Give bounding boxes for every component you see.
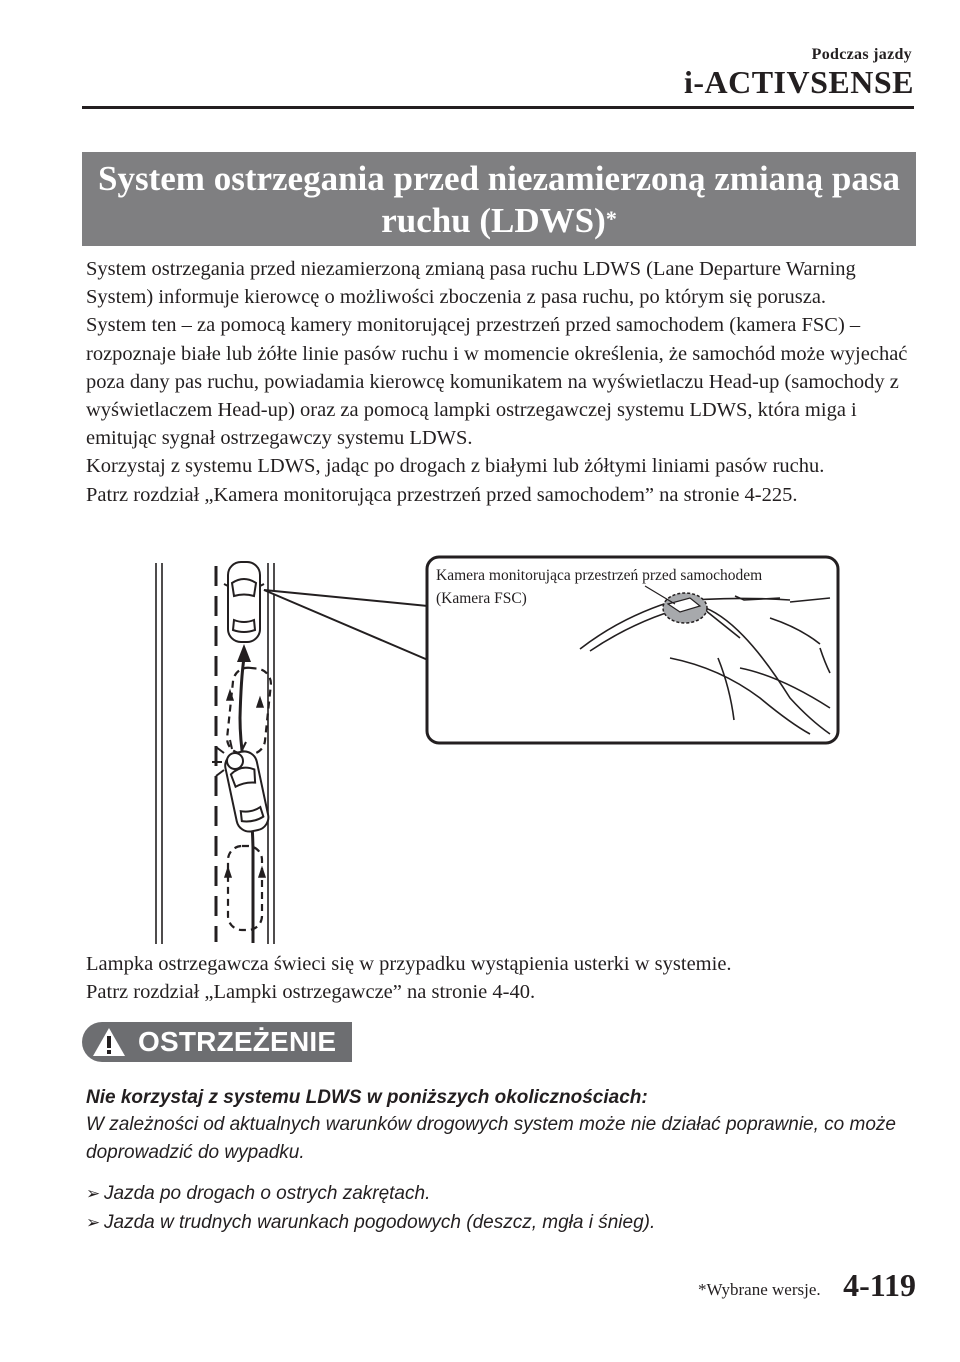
intro-paragraph: Korzystaj z systemu LDWS, jadąc po drogach z białymi lub żółtymi liniami pasów ruchu. <box>86 455 825 478</box>
warning-label: OSTRZEŻENIE <box>138 1026 337 1057</box>
page-number: 4-119 <box>843 1267 916 1303</box>
car-top <box>224 562 264 642</box>
warning-body: W zależności od aktualnych warunków drogowych system może nie działać poprawnie, co może doprowadzić do wypadku. <box>86 1114 896 1163</box>
trajectory-arrow-head <box>237 644 251 662</box>
ldws-illustration <box>140 548 842 944</box>
bullet-text: Jazda w trudnych warunkach pogodowych (deszcz, mgła i śnieg). <box>104 1212 656 1233</box>
intro-paragraph: System ostrzegania przed niezamierzoną zmianą pasa ruchu LDWS (Lane Departure Warning System) informuje kierowcę o możliwości zboczenia z pasa ruchu, po którym się porusza. <box>86 258 856 309</box>
callout-pointer <box>264 590 428 660</box>
warning-heading: Nie korzystaj z systemu LDWS w poniższych okolicznościach: <box>86 1087 648 1108</box>
bullet-text: Jazda po drogach o ostrych zakrętach. <box>104 1183 431 1204</box>
camera-icon <box>663 593 707 623</box>
warning-bullet-list <box>86 1179 918 1237</box>
malfunction-text <box>86 950 918 1006</box>
title-line-2-text: ruchu (LDWS) <box>381 201 606 240</box>
car-ghost-bottom <box>228 846 262 930</box>
warning-triangle-icon <box>92 1027 126 1057</box>
list-item <box>86 1179 918 1208</box>
title-line-1: System ostrzegania przed niezamierzoną zmianą pasa <box>98 159 900 198</box>
intro-text <box>86 255 918 509</box>
malfunction-reference: Patrz rozdział „Lampki ostrzegawcze” na stronie 4-40. <box>86 981 536 1004</box>
bullet-arrow-icon: ➢ <box>86 1213 101 1232</box>
footnote: *Wybrane wersje. <box>698 1280 821 1299</box>
list-item <box>86 1208 918 1237</box>
callout-label-line-1: Kamera monitorująca przestrzeń przed samochodem <box>436 567 763 584</box>
malfunction-paragraph: Lampka ostrzegawcza świeci się w przypadku wystąpienia usterki w systemie. <box>86 953 732 975</box>
optional-equipment-mark: * <box>605 206 617 231</box>
car-ghost-middle <box>226 666 273 756</box>
header-rule <box>82 106 914 109</box>
title-line-2 <box>82 200 916 242</box>
callout-label-line-2: (Kamera FSC) <box>436 590 527 607</box>
page-title <box>82 152 916 246</box>
callout-bubble <box>427 557 838 743</box>
section-label: Podczas jazdy <box>811 46 912 63</box>
chapter-title: i-ACTIVSENSE <box>683 64 914 100</box>
intro-paragraph: Patrz rozdział „Kamera monitorująca przestrzeń przed samochodem” na stronie 4-225. <box>86 483 798 506</box>
bullet-arrow-icon: ➢ <box>86 1184 101 1203</box>
intro-paragraph: System ten – za pomocą kamery monitorującej przestrzeń przed samochodem (kamera FSC) – rozpoznaje białe lub żółte linie pasów ruchu i w momencie określenia, że samochód może wyjechać poza dany pas ruchu, powiadamia kierowcę komunikatem na wyświetlaczu Head-up (samochody z wyświetlaczem Head-up) oraz za pomocą lampki ostrzegawczej systemu LDWS, która miga i emitując sygnał ostrzegawczy systemu LDWS. <box>86 314 908 450</box>
